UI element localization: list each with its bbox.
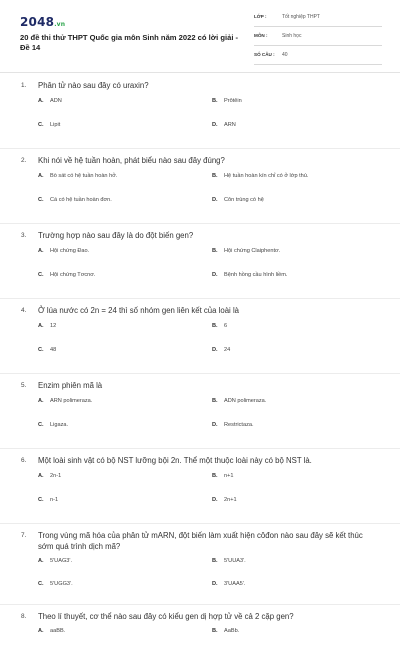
- option-letter: D.: [212, 497, 218, 503]
- question-number: 3.: [21, 232, 27, 239]
- option-letter: A.: [38, 248, 44, 254]
- question-text: Enzim phiên mã là: [38, 381, 103, 390]
- question-text: Phân tử nào sau đây có uraxin?: [38, 81, 149, 90]
- option-text: Hội chứng Tơcnơ.: [50, 272, 96, 278]
- option-text: Prôtêin: [224, 98, 242, 104]
- header-divider: [0, 72, 400, 73]
- option-text: n+1: [224, 473, 234, 479]
- option-text: Côn trùng có hệ: [224, 197, 264, 203]
- option-a[interactable]: [38, 173, 117, 179]
- option-text: aaBB.: [50, 628, 66, 634]
- option-letter: A.: [38, 628, 44, 634]
- option-letter: A.: [38, 473, 44, 479]
- option-letter: C.: [38, 272, 44, 278]
- option-text: 2n+1: [224, 497, 237, 503]
- option-text: Lipit: [50, 122, 61, 128]
- option-text: 12: [50, 323, 57, 329]
- site-logo[interactable]: [20, 15, 65, 29]
- meta-key: LỚP :: [254, 14, 267, 19]
- option-letter: C.: [38, 422, 44, 428]
- document-header: [0, 0, 400, 72]
- option-letter: C.: [38, 347, 44, 353]
- question-text: Ở lúa nước có 2n = 24 thì số nhóm gen liên kết của loài là: [38, 306, 240, 315]
- question-divider: [0, 448, 400, 449]
- option-a[interactable]: [38, 628, 65, 634]
- option-a[interactable]: [38, 248, 89, 254]
- option-text: Hệ tuần hoàn kín chỉ có ở lớp thú.: [224, 173, 309, 179]
- meta-key: SỐ CÂU :: [254, 52, 275, 57]
- option-text: 2n-1: [50, 473, 62, 479]
- option-letter: D.: [212, 272, 218, 278]
- option-letter: C.: [38, 122, 44, 128]
- option-a[interactable]: [38, 558, 72, 564]
- option-b[interactable]: [212, 323, 227, 329]
- option-text: n-1: [50, 497, 59, 503]
- option-c[interactable]: [38, 581, 73, 587]
- option-d[interactable]: [212, 347, 230, 353]
- option-text: 48: [50, 347, 57, 353]
- question-number: 6.: [21, 457, 27, 464]
- option-a[interactable]: [38, 323, 56, 329]
- option-letter: A.: [38, 173, 44, 179]
- option-b[interactable]: [212, 248, 280, 254]
- option-b[interactable]: [212, 628, 239, 634]
- option-letter: D.: [212, 422, 218, 428]
- meta-value: Tốt nghiệp THPT: [282, 14, 320, 20]
- option-letter: D.: [212, 122, 218, 128]
- question-text: Khi nói về hệ tuần hoàn, phát biểu nào sau đây đúng?: [38, 156, 225, 165]
- option-d[interactable]: [212, 197, 264, 203]
- question-number: 8.: [21, 613, 27, 620]
- question-5: [0, 380, 400, 448]
- option-c[interactable]: [38, 197, 112, 203]
- question-1: [0, 80, 400, 148]
- option-text: 6: [224, 323, 228, 329]
- option-text: 24: [224, 347, 231, 353]
- option-text: Hội chứng Đao.: [50, 248, 90, 254]
- question-list: [0, 80, 400, 651]
- question-7: [0, 530, 400, 604]
- question-divider: [0, 298, 400, 299]
- meta-value: Sinh học: [282, 33, 302, 39]
- option-b[interactable]: [212, 173, 308, 179]
- option-letter: A.: [38, 323, 44, 329]
- option-letter: C.: [38, 581, 44, 587]
- meta-value: 40: [282, 52, 288, 58]
- question-8: [0, 611, 400, 651]
- option-text: 5'UUA3'.: [224, 558, 246, 564]
- option-c[interactable]: [38, 422, 68, 428]
- option-d[interactable]: [212, 581, 245, 587]
- option-letter: B.: [212, 248, 218, 254]
- option-letter: D.: [212, 347, 218, 353]
- question-4: [0, 305, 400, 373]
- question-text: Trường hợp nào sau đây là do đột biến gen?: [38, 231, 194, 240]
- document-title: 20 đề thi thử THPT Quốc gia môn Sinh năm 2022 có lời giải - Đề 14: [20, 33, 239, 52]
- option-d[interactable]: [212, 422, 254, 428]
- option-text: Bò sát có hệ tuần hoàn hở.: [50, 173, 118, 179]
- option-c[interactable]: [38, 272, 96, 278]
- option-text: ADN: [50, 98, 62, 104]
- logo-text: 2048: [20, 15, 55, 29]
- meta-row-class: [254, 12, 382, 27]
- option-a[interactable]: [38, 473, 61, 479]
- question-number: 5.: [21, 382, 27, 389]
- option-letter: B.: [212, 173, 218, 179]
- option-b[interactable]: [212, 398, 266, 404]
- option-letter: B.: [212, 628, 218, 634]
- question-number: 7.: [21, 532, 27, 539]
- question-number: 2.: [21, 157, 27, 164]
- question-number: 4.: [21, 307, 27, 314]
- option-text: ARN: [224, 122, 236, 128]
- meta-row-count: [254, 50, 382, 65]
- option-letter: C.: [38, 497, 44, 503]
- option-text: 3'UAA5'.: [224, 581, 246, 587]
- option-text: 5'UAG3'.: [50, 558, 73, 564]
- option-letter: B.: [212, 323, 218, 329]
- option-a[interactable]: [38, 398, 92, 404]
- option-letter: B.: [212, 398, 218, 404]
- option-d[interactable]: [212, 497, 237, 503]
- option-text: Cá có hệ tuần hoàn đơn.: [50, 197, 112, 203]
- option-d[interactable]: [212, 272, 287, 278]
- option-letter: D.: [212, 197, 218, 203]
- question-divider: [0, 523, 400, 524]
- question-divider: [0, 373, 400, 374]
- option-letter: D.: [212, 581, 218, 587]
- option-b[interactable]: [212, 558, 246, 564]
- option-letter: C.: [38, 197, 44, 203]
- option-text: 5'UGG3'.: [50, 581, 73, 587]
- option-text: ARN polimeraza.: [50, 398, 93, 404]
- option-c[interactable]: [38, 347, 56, 353]
- option-text: Restrictaza.: [224, 422, 254, 428]
- question-2: [0, 155, 400, 223]
- meta-key: MÔN :: [254, 33, 268, 38]
- option-c[interactable]: [38, 122, 60, 128]
- logo-suffix: .vn: [54, 21, 66, 28]
- option-letter: B.: [212, 98, 218, 104]
- question-number: 1.: [21, 82, 27, 89]
- option-text: AaBb.: [224, 628, 240, 634]
- option-letter: A.: [38, 398, 44, 404]
- option-b[interactable]: [212, 98, 242, 104]
- option-b[interactable]: [212, 473, 234, 479]
- question-text: Trong vùng mã hóa của phân tử mARN, đột biến làm xuất hiện côđon nào sau đây sẽ kết thúc sớm quá trình dịch mã?: [38, 531, 363, 551]
- question-text: Một loài sinh vật có bộ NST lưỡng bội 2n. Thể một thuộc loài này có bộ NST là.: [38, 456, 312, 465]
- option-letter: A.: [38, 558, 44, 564]
- meta-row-subject: [254, 31, 382, 46]
- question-divider: [0, 223, 400, 224]
- option-c[interactable]: [38, 497, 58, 503]
- question-divider: [0, 604, 400, 605]
- question-6: [0, 455, 400, 523]
- option-letter: B.: [212, 473, 218, 479]
- option-letter: B.: [212, 558, 218, 564]
- question-divider: [0, 148, 400, 149]
- option-text: Bệnh hồng cầu hình liềm.: [224, 272, 288, 278]
- option-text: ADN polimeraza.: [224, 398, 267, 404]
- option-letter: A.: [38, 98, 44, 104]
- option-text: Ligaza.: [50, 422, 69, 428]
- question-text: Theo lí thuyết, cơ thể nào sau đây có kiểu gen dị hợp tử về cả 2 cặp gen?: [38, 612, 294, 621]
- option-text: Hội chứng Claiphentơ.: [224, 248, 281, 254]
- option-d[interactable]: [212, 122, 236, 128]
- question-3: [0, 230, 400, 298]
- document-meta: [254, 12, 382, 69]
- option-a[interactable]: [38, 98, 62, 104]
